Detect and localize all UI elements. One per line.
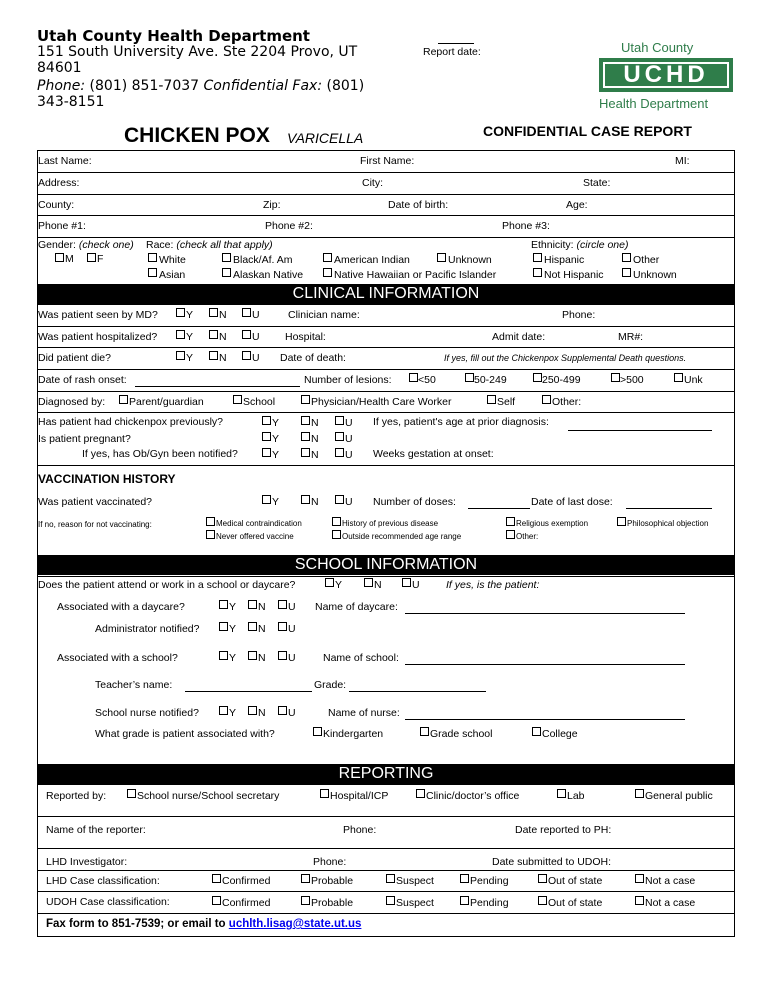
died-n-checkbox[interactable]	[209, 351, 218, 360]
lhd-investigator-label: LHD Investigator:	[46, 856, 128, 868]
died-y-label: Y	[186, 352, 194, 364]
admin-n-checkbox[interactable]	[248, 622, 257, 631]
confidential-label: CONFIDENTIAL CASE REPORT	[483, 123, 692, 139]
prev-u-label: U	[345, 417, 353, 429]
nurse-u-label: U	[288, 707, 296, 719]
obgyn-u-checkbox[interactable]	[335, 448, 344, 457]
vacc-y-checkbox[interactable]	[262, 495, 271, 504]
prev-y-label: Y	[272, 417, 280, 429]
address-label: Address:	[38, 177, 80, 189]
udoh-outofstate-label: Out of state	[548, 897, 603, 909]
gender-heading	[38, 239, 134, 251]
fax-text: Fax form to 851-7539; or email to	[46, 918, 226, 930]
rash-onset-label: Date of rash onset:	[38, 374, 127, 386]
udoh-outofstate-checkbox[interactable]	[538, 896, 547, 905]
last-dose-label: Date of last dose:	[531, 496, 613, 508]
death-date-label: Date of death:	[280, 352, 346, 364]
race-alaskan-label: Alaskan Native	[233, 269, 304, 281]
nurse-y-checkbox[interactable]	[219, 706, 228, 715]
county-label: County:	[38, 199, 75, 211]
prev-n-label: N	[311, 417, 319, 429]
logo-bottom-text: Health Department	[599, 96, 709, 111]
fax-instructions	[46, 918, 361, 930]
uchd-logo	[597, 38, 735, 114]
attend-y-checkbox[interactable]	[325, 578, 334, 587]
report-date-label: Report date:	[423, 46, 481, 58]
by-hospital-checkbox[interactable]	[320, 789, 329, 798]
daycare-y-label: Y	[229, 601, 237, 613]
race-white-checkbox[interactable]	[148, 253, 157, 262]
hosp-y-checkbox[interactable]	[176, 330, 185, 339]
diag-physician-label: Physician/Health Care Worker	[311, 396, 452, 408]
reason-age-range-label: Outside recommended age range	[342, 532, 462, 541]
lesions-lt50-checkbox[interactable]	[409, 373, 418, 382]
race-heading	[146, 239, 273, 251]
daycare-y-checkbox[interactable]	[219, 600, 228, 609]
udoh-notacase-checkbox[interactable]	[635, 896, 644, 905]
last-dose-line[interactable]	[626, 508, 712, 509]
fax-label: Confidential Fax:	[203, 78, 323, 94]
reporting-band: REPORTING	[37, 764, 735, 784]
school-y-checkbox[interactable]	[219, 651, 228, 660]
logo-top-text: Utah County	[621, 40, 694, 55]
udoh-class-label: UDOH Case classification:	[46, 896, 170, 908]
nurse-n-checkbox[interactable]	[248, 706, 257, 715]
by-clinic-label: Clinic/doctor’s office	[426, 790, 520, 802]
died-y-checkbox[interactable]	[176, 351, 185, 360]
lhd-notacase-label: Not a case	[645, 875, 696, 887]
logo-mark	[599, 58, 733, 92]
prev-age-label: If yes, patient's age at prior diagnosis:	[373, 416, 549, 428]
rash-onset-line[interactable]	[135, 386, 300, 387]
attend-n-label: N	[374, 579, 382, 591]
udoh-pending-label: Pending	[470, 897, 509, 909]
obgyn-y-label: Y	[272, 449, 280, 461]
school-y-label: Y	[229, 652, 237, 664]
dob-label: Date of birth:	[388, 199, 449, 211]
lhd-suspect-checkbox[interactable]	[386, 874, 395, 883]
school-band: SCHOOL INFORMATION	[37, 555, 735, 575]
eth-nothisp-checkbox[interactable]	[533, 268, 542, 277]
vacc-u-label: U	[345, 496, 353, 508]
nurse-n-label: N	[258, 707, 266, 719]
org-phone: (801) 851-7037	[89, 78, 200, 94]
lesions-unk-checkbox[interactable]	[674, 373, 683, 382]
died-u-checkbox[interactable]	[242, 351, 251, 360]
diag-school-label: School	[243, 396, 276, 408]
report-date-line	[438, 43, 474, 44]
attend-y-label: Y	[335, 579, 343, 591]
state-label: State:	[583, 177, 611, 189]
date-submitted-label: Date submitted to UDOH:	[492, 856, 612, 868]
diag-school-checkbox[interactable]	[233, 395, 242, 404]
lesions-50-249-label: 50-249	[474, 374, 507, 386]
investigator-phone-label: Phone:	[313, 856, 347, 868]
hosp-n-label: N	[219, 331, 227, 343]
prev-age-line[interactable]	[568, 430, 712, 431]
obgyn-u-label: U	[345, 449, 353, 461]
doses-label: Number of doses:	[373, 496, 456, 508]
daycare-n-label: N	[258, 601, 266, 613]
reason-age-range-checkbox[interactable]	[332, 530, 341, 539]
reason-philosophical-label: Philosophical objection	[627, 519, 709, 528]
age-label: Age:	[566, 199, 588, 211]
school-name-line[interactable]	[405, 664, 685, 665]
nurse-u-checkbox[interactable]	[278, 706, 287, 715]
gender-f-checkbox[interactable]	[87, 253, 96, 262]
diag-other-checkbox[interactable]	[542, 395, 551, 404]
reporter-phone-label: Phone:	[343, 824, 377, 836]
diag-self-checkbox[interactable]	[487, 395, 496, 404]
eth-unknown-checkbox[interactable]	[622, 268, 631, 277]
reason-philosophical-checkbox[interactable]	[617, 517, 626, 526]
org-name: Utah County Health Department	[37, 27, 310, 45]
eth-other-checkbox[interactable]	[622, 253, 631, 262]
obgyn-y-checkbox[interactable]	[262, 448, 271, 457]
race-label: Race:	[146, 239, 174, 251]
udoh-confirmed-label: Confirmed	[222, 897, 271, 909]
prev-n-checkbox[interactable]	[301, 416, 310, 425]
died-label: Did patient die?	[38, 352, 111, 364]
died-u-label: U	[252, 352, 260, 364]
race-alaskan-checkbox[interactable]	[222, 268, 231, 277]
lhd-outofstate-checkbox[interactable]	[538, 874, 547, 883]
hospitalized-label: Was patient hospitalized?	[38, 331, 158, 343]
city-label: City:	[362, 177, 383, 189]
daycare-u-label: U	[288, 601, 296, 613]
gender-m-label: M	[65, 253, 74, 265]
hospital-label: Hospital:	[285, 331, 326, 343]
grade-kindergarten-checkbox[interactable]	[313, 727, 322, 736]
race-white-label: White	[159, 254, 186, 266]
admin-u-label: U	[288, 623, 296, 635]
vacc-y-label: Y	[272, 496, 280, 508]
lesions-250-499-checkbox[interactable]	[533, 373, 542, 382]
preg-n-checkbox[interactable]	[301, 432, 310, 441]
reporter-name-label: Name of the reporter:	[46, 824, 146, 836]
form-subtitle: VARICELLA	[287, 130, 364, 146]
vaccination-heading: VACCINATION HISTORY	[38, 472, 176, 486]
by-school-nurse-label: School nurse/School secretary	[137, 790, 280, 802]
by-lab-checkbox[interactable]	[557, 789, 566, 798]
preg-u-label: U	[345, 433, 353, 445]
ethnicity-heading	[531, 239, 628, 251]
lesions-250-499-label: 250-499	[542, 374, 581, 386]
diag-other-label: Other:	[552, 396, 582, 408]
phone3-label: Phone #3:	[502, 220, 550, 232]
diag-self-label: Self	[497, 396, 516, 408]
admin-u-checkbox[interactable]	[278, 622, 287, 631]
died-n-label: N	[219, 352, 227, 364]
udoh-suspect-checkbox[interactable]	[386, 896, 395, 905]
logo-letters: UCHD	[623, 61, 709, 88]
eth-hispanic-checkbox[interactable]	[533, 253, 542, 262]
reason-history-checkbox[interactable]	[332, 517, 341, 526]
lesions-50-249-checkbox[interactable]	[465, 373, 474, 382]
hosp-n-checkbox[interactable]	[209, 330, 218, 339]
vacc-n-label: N	[311, 496, 319, 508]
lhd-suspect-label: Suspect	[396, 875, 434, 887]
phone1-label: Phone #1:	[38, 220, 86, 232]
preg-y-label: Y	[272, 433, 280, 445]
clinical-band: CLINICAL INFORMATION	[37, 284, 735, 304]
daycare-u-checkbox[interactable]	[278, 600, 287, 609]
seen-md-n-checkbox[interactable]	[209, 308, 218, 317]
grade-question: What grade is patient associated with?	[95, 728, 275, 740]
race-unknown-checkbox[interactable]	[437, 253, 446, 262]
lhd-class-label: LHD Case classification:	[46, 875, 160, 887]
udoh-notacase-label: Not a case	[645, 897, 696, 909]
admin-y-label: Y	[229, 623, 237, 635]
vaccinated-label: Was patient vaccinated?	[38, 496, 153, 508]
clinician-phone-label: Phone:	[562, 309, 596, 321]
race-asian-label: Asian	[159, 269, 186, 281]
school-assoc-label: Associated with a school?	[57, 652, 178, 664]
clinician-label: Clinician name:	[288, 309, 360, 321]
reason-medical-label: Medical contraindication	[216, 519, 302, 528]
first-name-label: First Name:	[360, 155, 415, 167]
admit-date-label: Admit date:	[492, 331, 546, 343]
school-n-checkbox[interactable]	[248, 651, 257, 660]
ethnicity-label: Ethnicity:	[531, 239, 574, 251]
seen-md-n-label: N	[219, 309, 227, 321]
diag-parent-checkbox[interactable]	[119, 395, 128, 404]
lhd-pending-checkbox[interactable]	[460, 874, 469, 883]
race-nhpi-checkbox[interactable]	[323, 268, 332, 277]
grade-college-checkbox[interactable]	[532, 727, 541, 736]
by-hospital-label: Hospital/ICP	[330, 790, 389, 802]
udoh-pending-checkbox[interactable]	[460, 896, 469, 905]
gender-f-label: F	[97, 253, 104, 265]
preg-u-checkbox[interactable]	[335, 432, 344, 441]
seen-md-u-checkbox[interactable]	[242, 308, 251, 317]
seen-md-u-label: U	[252, 309, 260, 321]
pregnant-label: Is patient pregnant?	[38, 433, 131, 445]
school-u-checkbox[interactable]	[278, 651, 287, 660]
school-n-label: N	[258, 652, 266, 664]
preg-n-label: N	[311, 433, 319, 445]
last-name-label: Last Name:	[38, 155, 92, 167]
race-nhpi-label: Native Hawaiian or Pacific Islander	[334, 269, 497, 281]
form-title: CHICKEN POX	[124, 124, 270, 147]
by-public-checkbox[interactable]	[635, 789, 644, 798]
lhd-confirmed-checkbox[interactable]	[212, 874, 221, 883]
mr-label: MR#:	[618, 331, 644, 343]
hosp-u-label: U	[252, 331, 260, 343]
obgyn-label: If yes, has Ob/Gyn been notified?	[82, 448, 238, 460]
school-u-label: U	[288, 652, 296, 664]
reason-religious-label: Religious exemption	[516, 519, 589, 528]
grade-gradeschool-checkbox[interactable]	[420, 727, 429, 736]
eth-nothisp-label: Not Hispanic	[544, 269, 604, 281]
date-reported-label: Date reported to PH:	[515, 824, 612, 836]
email-link[interactable]: uchlth.lisag@state.ut.us	[228, 918, 362, 930]
grade-kindergarten-label: Kindergarten	[323, 728, 384, 740]
diag-parent-label: Parent/guardian	[129, 396, 204, 408]
udoh-confirmed-checkbox[interactable]	[212, 896, 221, 905]
diag-physician-checkbox[interactable]	[301, 395, 310, 404]
grade-label: Grade:	[314, 679, 347, 691]
org-address: 151 South University Ave. Ste 2204 Provo, UT 84601	[37, 44, 358, 76]
race-black-checkbox[interactable]	[222, 253, 231, 262]
reason-religious-checkbox[interactable]	[506, 517, 515, 526]
reported-by-label: Reported by:	[46, 790, 107, 802]
admin-notified-label: Administrator notified?	[95, 623, 200, 635]
reason-never-offered-checkbox[interactable]	[206, 530, 215, 539]
lesions-lt50-label: <50	[418, 374, 436, 386]
attend-note: If yes, is the patient:	[446, 579, 540, 591]
grade-gradeschool-label: Grade school	[430, 728, 493, 740]
race-amind-label: American Indian	[334, 254, 410, 266]
seen-md-y-label: Y	[186, 309, 194, 321]
vacc-n-checkbox[interactable]	[301, 495, 310, 504]
grade-college-label: College	[542, 728, 578, 740]
lhd-probable-checkbox[interactable]	[301, 874, 310, 883]
daycare-name-label: Name of daycare:	[315, 601, 398, 613]
diagnosed-by-label: Diagnosed by:	[38, 396, 106, 408]
seen-md-y-checkbox[interactable]	[176, 308, 185, 317]
prev-chickenpox-label: Has patient had chickenpox previously?	[38, 416, 224, 428]
teacher-line[interactable]	[185, 691, 312, 692]
lesions-gt500-label: >500	[620, 374, 644, 386]
phone-label: Phone:	[37, 78, 86, 94]
by-clinic-checkbox[interactable]	[416, 789, 425, 798]
by-lab-label: Lab	[567, 790, 585, 802]
doses-line[interactable]	[468, 508, 530, 509]
nurse-y-label: Y	[229, 707, 237, 719]
race-hint: (check all that apply)	[176, 239, 273, 251]
nurse-notified-label: School nurse notified?	[95, 707, 199, 719]
phone2-label: Phone #2:	[265, 220, 313, 232]
reason-history-label: History of previous disease	[342, 519, 439, 528]
zip-label: Zip:	[263, 199, 281, 211]
eth-other-label: Other	[633, 254, 660, 266]
daycare-label: Associated with a daycare?	[57, 601, 185, 613]
attend-u-label: U	[412, 579, 420, 591]
by-school-nurse-checkbox[interactable]	[127, 789, 136, 798]
race-unknown-label: Unknown	[448, 254, 492, 266]
daycare-n-checkbox[interactable]	[248, 600, 257, 609]
by-public-label: General public	[645, 790, 713, 802]
daycare-name-line[interactable]	[405, 613, 685, 614]
udoh-probable-label: Probable	[311, 897, 354, 909]
admin-y-checkbox[interactable]	[219, 622, 228, 631]
eth-hispanic-label: Hispanic	[544, 254, 585, 266]
seen-md-label: Was patient seen by MD?	[38, 309, 158, 321]
org-contact	[37, 78, 377, 110]
lhd-probable-label: Probable	[311, 875, 354, 887]
ethnicity-hint: (circle one)	[576, 239, 629, 251]
gender-m-checkbox[interactable]	[55, 253, 64, 262]
hosp-y-label: Y	[186, 331, 194, 343]
lesions-unk-label: Unk	[684, 374, 703, 386]
lesions-gt500-checkbox[interactable]	[611, 373, 620, 382]
teacher-label: Teacher’s name:	[95, 679, 173, 691]
udoh-probable-checkbox[interactable]	[301, 896, 310, 905]
race-asian-checkbox[interactable]	[148, 268, 157, 277]
gender-label: Gender:	[38, 239, 76, 251]
school-name-label: Name of school:	[323, 652, 399, 664]
preg-y-checkbox[interactable]	[262, 432, 271, 441]
reason-medical-checkbox[interactable]	[206, 517, 215, 526]
prev-u-checkbox[interactable]	[335, 416, 344, 425]
mi-label: MI:	[675, 155, 690, 167]
udoh-suspect-label: Suspect	[396, 897, 434, 909]
prev-y-checkbox[interactable]	[262, 416, 271, 425]
reason-never-offered-label: Never offered vaccine	[216, 532, 294, 541]
weeks-gestation-label: Weeks gestation at onset:	[373, 448, 494, 460]
race-amind-checkbox[interactable]	[323, 253, 332, 262]
org-fax: (801) 343-8151	[37, 78, 365, 110]
nurse-name-label: Name of nurse:	[328, 707, 400, 719]
attend-school-label: Does the patient attend or work in a school or daycare?	[38, 579, 296, 591]
race-black-label: Black/Af. Am	[233, 254, 293, 266]
lesions-label: Number of lesions:	[304, 374, 392, 386]
lhd-notacase-checkbox[interactable]	[635, 874, 644, 883]
hosp-u-checkbox[interactable]	[242, 330, 251, 339]
admin-n-label: N	[258, 623, 266, 635]
no-vacc-reason-label: If no, reason for not vaccinating:	[38, 520, 152, 529]
eth-unknown-label: Unknown	[633, 269, 677, 281]
reason-other-checkbox[interactable]	[506, 530, 515, 539]
gender-hint: (check one)	[78, 239, 134, 251]
death-note: If yes, fill out the Chickenpox Supplemental Death questions.	[444, 353, 687, 363]
vacc-u-checkbox[interactable]	[335, 495, 344, 504]
obgyn-n-label: N	[311, 449, 319, 461]
reason-other-label: Other:	[516, 532, 539, 541]
nurse-name-line[interactable]	[405, 719, 685, 720]
grade-line[interactable]	[349, 691, 486, 692]
attend-u-checkbox[interactable]	[402, 578, 411, 587]
attend-n-checkbox[interactable]	[364, 578, 373, 587]
obgyn-n-checkbox[interactable]	[301, 448, 310, 457]
lhd-outofstate-label: Out of state	[548, 875, 603, 887]
lhd-confirmed-label: Confirmed	[222, 875, 271, 887]
lhd-pending-label: Pending	[470, 875, 509, 887]
